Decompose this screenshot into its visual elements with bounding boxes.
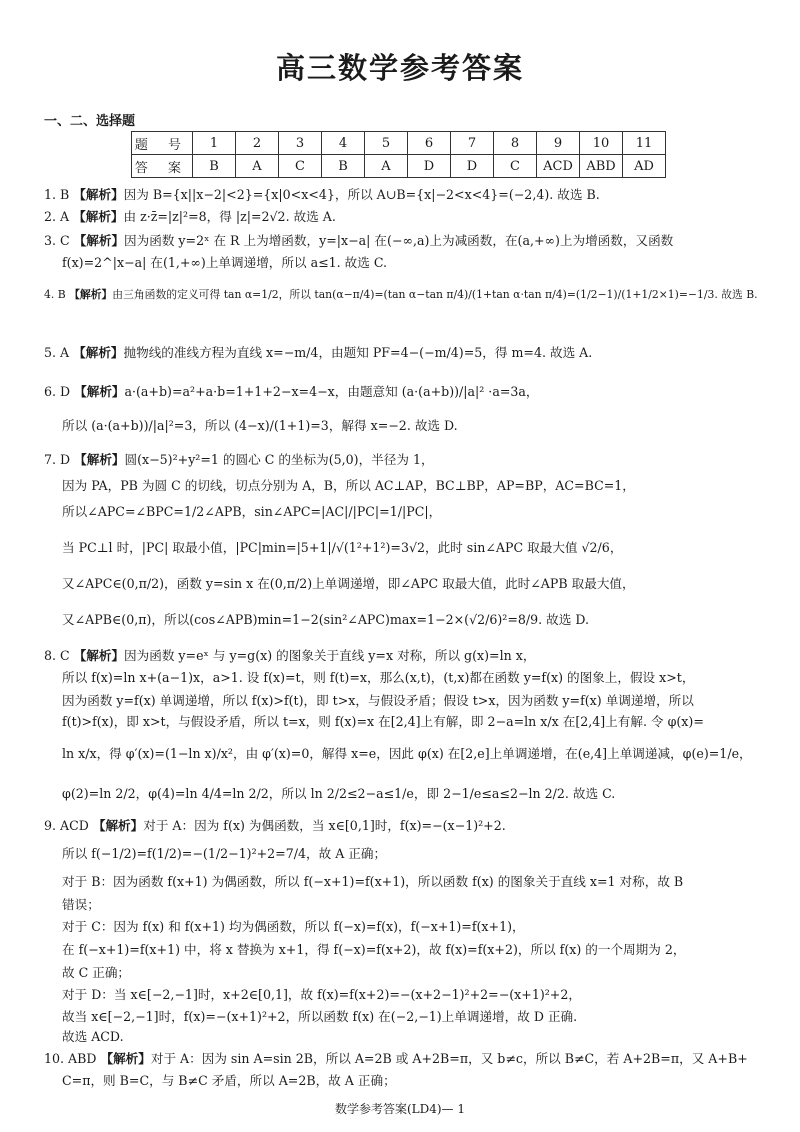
question-answer-lead: 1. B	[44, 187, 74, 202]
answer-table-header-row	[132, 132, 666, 155]
solution-line-text: 对于 A：因为 f(x) 为偶函数，当 x∈[0,1]时，f(x)=−(x−1)²+2.	[143, 818, 506, 833]
solution-line	[44, 345, 592, 360]
solution-line	[62, 786, 615, 801]
analysis-tag: 【解析】	[69, 288, 113, 301]
solution-line-text: 由三角函数的定义可得 tan α=1/2，所以 tan(α−π/4)=(tan α−tan π/4)/(1+tan α·tan π/4)=(1/2−1)/(1+1/2×1)=−1/3. 故选 B.	[112, 288, 758, 301]
analysis-tag: 【解析】	[73, 187, 124, 202]
analysis-tag: 【解析】	[92, 818, 144, 833]
answer-label: 答 案	[132, 155, 193, 178]
solution-line-text: 因为 B={x||x−2|<2}={x|0<x<4}，所以 A∪B={x|−2<x<4}=(−2,4). 故选 B.	[123, 187, 600, 202]
solution-line-text: 因为函数 y=eˣ 与 y=g(x) 的图象关于直线 y=x 对称，所以 g(x)=ln x，	[124, 648, 536, 663]
solution-line-text: 对于 A：因为 sin A=sin 2B，所以 A=2B 或 A+2B=π，又 b≠c，所以 B≠C，若 A+2B=π，又 A+B+	[150, 1051, 748, 1066]
analysis-tag: 【解析】	[74, 384, 125, 399]
solution-line	[44, 289, 758, 302]
solution-line-text: 在 f(−x+1)=f(x+1) 中，将 x 替换为 x+1，得 f(−x)=f(x+2)，故 f(x)=f(x+2)，所以 f(x) 的一个周期为 2，	[62, 942, 686, 957]
question-number: 1	[193, 132, 236, 155]
solution-line-text: 因为函数 y=2ˣ 在 R 上为增函数，y=|x−a| 在(−∞,a)上为减函数，在(a,+∞)上为增函数，又函数	[124, 233, 674, 248]
solution-line	[62, 987, 581, 1002]
question-number: 2	[236, 132, 279, 155]
solution-line	[44, 1051, 748, 1066]
solution-line-text: 对于 B：因为函数 f(x+1) 为偶函数，所以 f(−x+1)=f(x+1)，所以函数 f(x) 的图象关于直线 x=1 对称，故 B	[62, 874, 684, 889]
question-answer-lead: 10. ABD	[44, 1051, 101, 1066]
solution-line	[44, 233, 673, 248]
solution-line	[62, 504, 441, 519]
answer-cell: B	[322, 155, 365, 178]
solution-line	[62, 874, 683, 889]
answer-cell: D	[408, 155, 451, 178]
solution-line-text: 又∠APC∈(0,π/2)，函数 y=sin x 在(0,π/2)上单调递增，即∠APC 取最大值，此时∠APB 取最大值，	[62, 576, 635, 591]
question-number: 11	[623, 132, 666, 155]
solution-line-text: 所以 f(x)=ln x+(a−1)x，a>1. 设 f(x)=t，则 f(t)=x，那么(x,t)，(t,x)都在函数 y=f(x) 的图象上，假设 x>t，	[62, 670, 695, 685]
question-answer-lead: 3. C	[44, 233, 74, 248]
answer-cell: AD	[623, 155, 666, 178]
question-answer-lead: 5. A	[44, 345, 74, 360]
question-number: 6	[408, 132, 451, 155]
solution-line-text: 因为 PA，PB 为圆 C 的切线，切点分别为 A，B，所以 AC⊥AP，BC⊥BP，AP=BP，AC=BC=1，	[62, 478, 635, 493]
answer-cell: ACD	[537, 155, 580, 178]
solution-line	[62, 965, 130, 980]
answer-cell: C	[494, 155, 537, 178]
solution-line-text: 故当 x∈[−2,−1]时，f(x)=−(x+1)²+2，所以函数 f(x) 在(−2,−1)上单调递增，故 D 正确.	[62, 1009, 578, 1024]
solution-line	[62, 576, 635, 591]
section-heading: 一、二、选择题	[44, 114, 136, 129]
answer-table	[131, 131, 666, 178]
analysis-tag: 【解析】	[74, 452, 125, 467]
solution-line	[62, 714, 704, 729]
solution-line-text: 当 PC⊥l 时，|PC| 取最小值，|PC|min=|5+1|/√(1²+1²)=3√2，此时 sin∠APC 取最大值 √2/6，	[62, 540, 623, 555]
page-title: 高三数学参考答案	[275, 51, 524, 85]
solution-line	[44, 384, 539, 399]
solution-line	[62, 255, 387, 270]
solution-line-text: 圆(x−5)²+y²=1 的圆心 C 的坐标为(5,0)，半径为 1，	[124, 452, 434, 467]
question-answer-lead: 2. A	[44, 209, 74, 224]
solution-line-text: C=π，则 B=C，与 B≠C 矛盾，所以 A=2B，故 A 正确；	[62, 1073, 396, 1088]
answer-cell: B	[193, 155, 236, 178]
solution-line-text: 所以 f(−1/2)=f(1/2)=−(1/2−1)²+2=7/4，故 A 正确；	[62, 846, 387, 861]
solution-line-text: 所以∠APC=∠BPC=1/2∠APB，sin∠APC=|AC|/|PC|=1/|PC|，	[62, 504, 442, 519]
solution-line-text: 由 z·z̄=|z|²=8，得 |z|=2√2. 故选 A.	[123, 209, 336, 224]
page-footer: 数学参考答案(LD4)— 1	[334, 1102, 466, 1116]
question-number: 8	[494, 132, 537, 155]
solution-line-text: 故选 ACD.	[62, 1029, 124, 1044]
analysis-tag: 【解析】	[73, 233, 125, 248]
solution-line-text: a·(a+b)=a²+a·b=1+1+2−x=4−x，由题意知 (a·(a+b))/|a|² ·a=3a，	[124, 384, 539, 399]
solution-line-text: φ(2)=ln 2/2，φ(4)=ln 4/4=ln 2/2，所以 ln 2/2≤2−a≤1/e，即 2−1/e≤a≤2−ln 2/2. 故选 C.	[62, 786, 616, 801]
solution-line	[62, 942, 685, 957]
question-number: 9	[537, 132, 580, 155]
solution-line	[44, 648, 535, 663]
solution-line-text: 错误；	[62, 897, 100, 912]
solution-line-text: 抛物线的准线方程为直线 x=−m/4，由题知 PF=4−(−m/4)=5，得 m=4. 故选 A.	[123, 345, 593, 360]
question-answer-lead: 4. B	[44, 288, 70, 301]
analysis-tag: 【解析】	[100, 1051, 151, 1066]
solution-line	[44, 452, 434, 467]
solution-line-text: f(x)=2^|x−a| 在(1,+∞)上单调递增，所以 a≤1. 故选 C.	[62, 255, 388, 270]
solution-line	[62, 1029, 124, 1044]
answer-cell: D	[451, 155, 494, 178]
answer-cell: A	[365, 155, 408, 178]
solution-line-text: 对于 D：当 x∈[−2,−1]时，x+2∈[0,1]，故 f(x)=f(x+2)=−(x+2−1)²+2=−(x+1)²+2，	[62, 987, 581, 1002]
answer-cell: C	[279, 155, 322, 178]
question-number: 3	[279, 132, 322, 155]
analysis-tag: 【解析】	[73, 648, 125, 663]
solution-line	[62, 846, 386, 861]
solution-line	[62, 1073, 396, 1088]
analysis-tag: 【解析】	[73, 209, 124, 224]
question-answer-lead: 9. ACD	[44, 818, 93, 833]
solution-line	[44, 818, 506, 833]
question-answer-lead: 8. C	[44, 648, 74, 663]
solution-line	[62, 919, 525, 934]
solution-line	[62, 540, 622, 555]
answer-cell: A	[236, 155, 279, 178]
solution-line-text: 对于 C：因为 f(x) 和 f(x+1) 均为偶函数，所以 f(−x)=f(x)，f(−x+1)=f(x+1)，	[62, 919, 525, 934]
answer-cell: ABD	[580, 155, 623, 178]
question-number: 10	[580, 132, 623, 155]
question-answer-lead: 7. D	[44, 452, 75, 467]
question-number: 5	[365, 132, 408, 155]
question-number: 7	[451, 132, 494, 155]
solution-line	[44, 209, 336, 224]
answer-table-answer-row	[132, 155, 666, 178]
solution-line-text: 所以 (a·(a+b))/|a|²=3，所以 (4−x)/(1+1)=3，解得 x=−2. 故选 D.	[62, 418, 458, 433]
solution-line	[62, 693, 694, 708]
solution-line	[62, 897, 100, 912]
question-answer-lead: 6. D	[44, 384, 75, 399]
solution-line	[62, 1009, 577, 1024]
solution-line-text: f(t)>f(x)，即 x>t，与假设矛盾，所以 t=x，则 f(x)=x 在[2,4]上有解，即 2−a=ln x/x 在[2,4]上有解. 令 φ(x)=	[62, 714, 704, 729]
solution-line	[44, 187, 600, 202]
solution-line	[62, 418, 458, 433]
solution-line	[62, 670, 694, 685]
solution-line	[62, 478, 635, 493]
analysis-tag: 【解析】	[73, 345, 124, 360]
solution-line	[62, 746, 752, 761]
solution-line-text: 故 C 正确；	[62, 965, 131, 980]
header-label: 题 号	[132, 132, 193, 155]
solution-line-text: 又∠APB∈(0,π)，所以(cos∠APB)min=1−2(sin²∠APC)max=1−2×(√2/6)²=8/9. 故选 D.	[62, 612, 590, 627]
solution-line-text: 因为函数 y=f(x) 单调递增，所以 f(x)>f(t)，即 t>x，与假设矛盾；假设 t>x，因为函数 y=f(x) 单调递增，所以	[62, 693, 694, 708]
question-number: 4	[322, 132, 365, 155]
solution-line	[62, 612, 589, 627]
solution-line-text: ln x/x，得 φ′(x)=(1−ln x)/x²，由 φ′(x)=0，解得 x=e，因此 φ(x) 在[2,e]上单调递增，在(e,4]上单调递减，φ(e)=1/e，	[62, 746, 752, 761]
